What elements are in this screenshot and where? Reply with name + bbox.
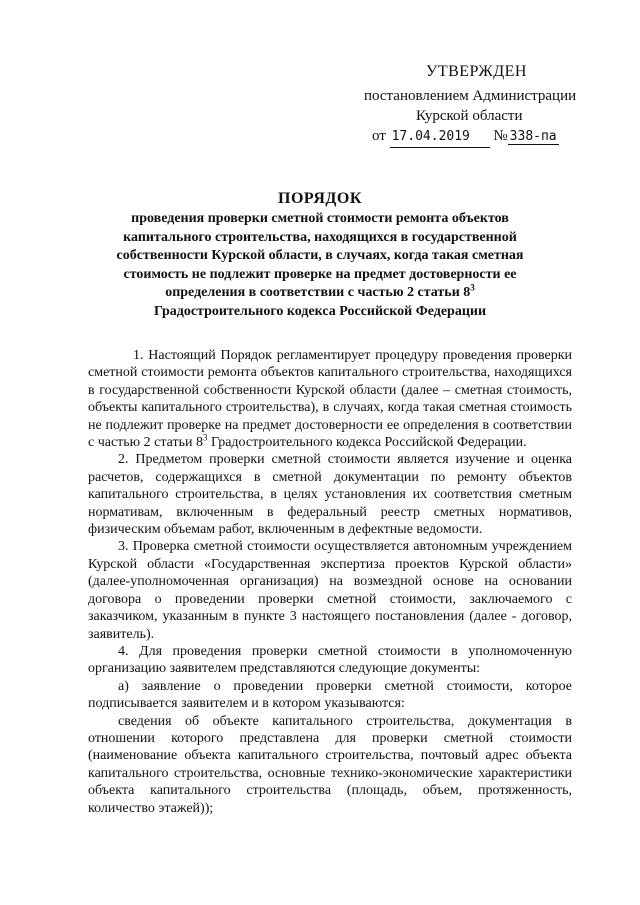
approval-line-region: Курской области bbox=[416, 108, 523, 124]
paragraph-1-superscript: 3 bbox=[203, 432, 208, 443]
subtitle-superscript: 3 bbox=[470, 282, 475, 293]
paragraph-1 bbox=[88, 347, 572, 451]
subtitle-text: проведения проверки сметной стоимости ремонта объектов капитального строительства, находящихся в государственной собственности Курской области, в случаях, когда такая сметная стоимость не подлежит проверке на предмет достоверности ее определения в соответствии с частью 2 статьи 8 bbox=[116, 211, 524, 300]
paragraph-6: сведения об объекте капитального строительства, документация в отношении которого представлена для проверки сметной стоимости (наименование объекта капитального строительства, почтовый адрес объекта капитального строительства, основные технико-экономические характеристики объекта капитального строительства (площадь, объем, протяженность, количество этажей)); bbox=[88, 713, 572, 816]
document-body bbox=[88, 347, 572, 817]
paragraph-4: 4. Для проведения проверки сметной стоимости в уполномоченную организацию заявителем представляются следующие документы: bbox=[88, 643, 572, 677]
document-subtitle bbox=[100, 210, 540, 321]
approval-line-administration: постановлением Администрации bbox=[364, 88, 577, 104]
paragraph-2: 2. Предметом проверки сметной стоимости является изучение и оценка расчетов, содержащихся в сметной документации по ремонту объектов капитального строительства, в целях установления их соответствия сметным нормативам, включенным в федеральный реестр сметных нормативов, физическим объемам работ, включенным в дефектные ведомости. bbox=[88, 452, 572, 538]
date-prefix: от bbox=[372, 128, 386, 144]
approval-date-number-line bbox=[372, 126, 559, 148]
subtitle-text-end: Градостроительного кодекса Российской Федерации bbox=[153, 303, 487, 319]
document-title: ПОРЯДОК bbox=[278, 190, 362, 207]
approval-number: 338-па bbox=[509, 129, 557, 144]
number-prefix: № bbox=[493, 128, 508, 144]
paragraph-1-text: 1. Настоящий Порядок регламентирует процедуру проведения проверки сметной стоимости ремонта объектов капитального строительства, находящихся в государственной собственности Курской области (далее – сметная стоимость, объекты капитального строительства), в случаях, когда такая сметная стоимость не подлежит проверке на предмет достоверности ее определения в соответствии с частью 2 статьи 8 bbox=[88, 348, 572, 451]
approval-heading: УТВЕРЖДЕН bbox=[426, 63, 527, 80]
approval-date: 17.04.2019 bbox=[390, 127, 490, 148]
paragraph-3: 3. Проверка сметной стоимости осуществляется автономным учреждением Курской области «Государственная экспертиза проектов Курской области» (далее-уполномоченная организация) на возмездной основе на основании договора о проведении проверки сметной стоимости, заключаемого с заказчиком, указанным в пункте 3 настоящего постановления (далее - договор, заявитель). bbox=[88, 539, 572, 642]
paragraph-1-text-end: Градостроительного кодекса Российской Федерации. bbox=[207, 435, 527, 451]
paragraph-5: а) заявление о проведении проверки сметной стоимости, которое подписывается заявителем и в котором указываются: bbox=[88, 678, 572, 712]
